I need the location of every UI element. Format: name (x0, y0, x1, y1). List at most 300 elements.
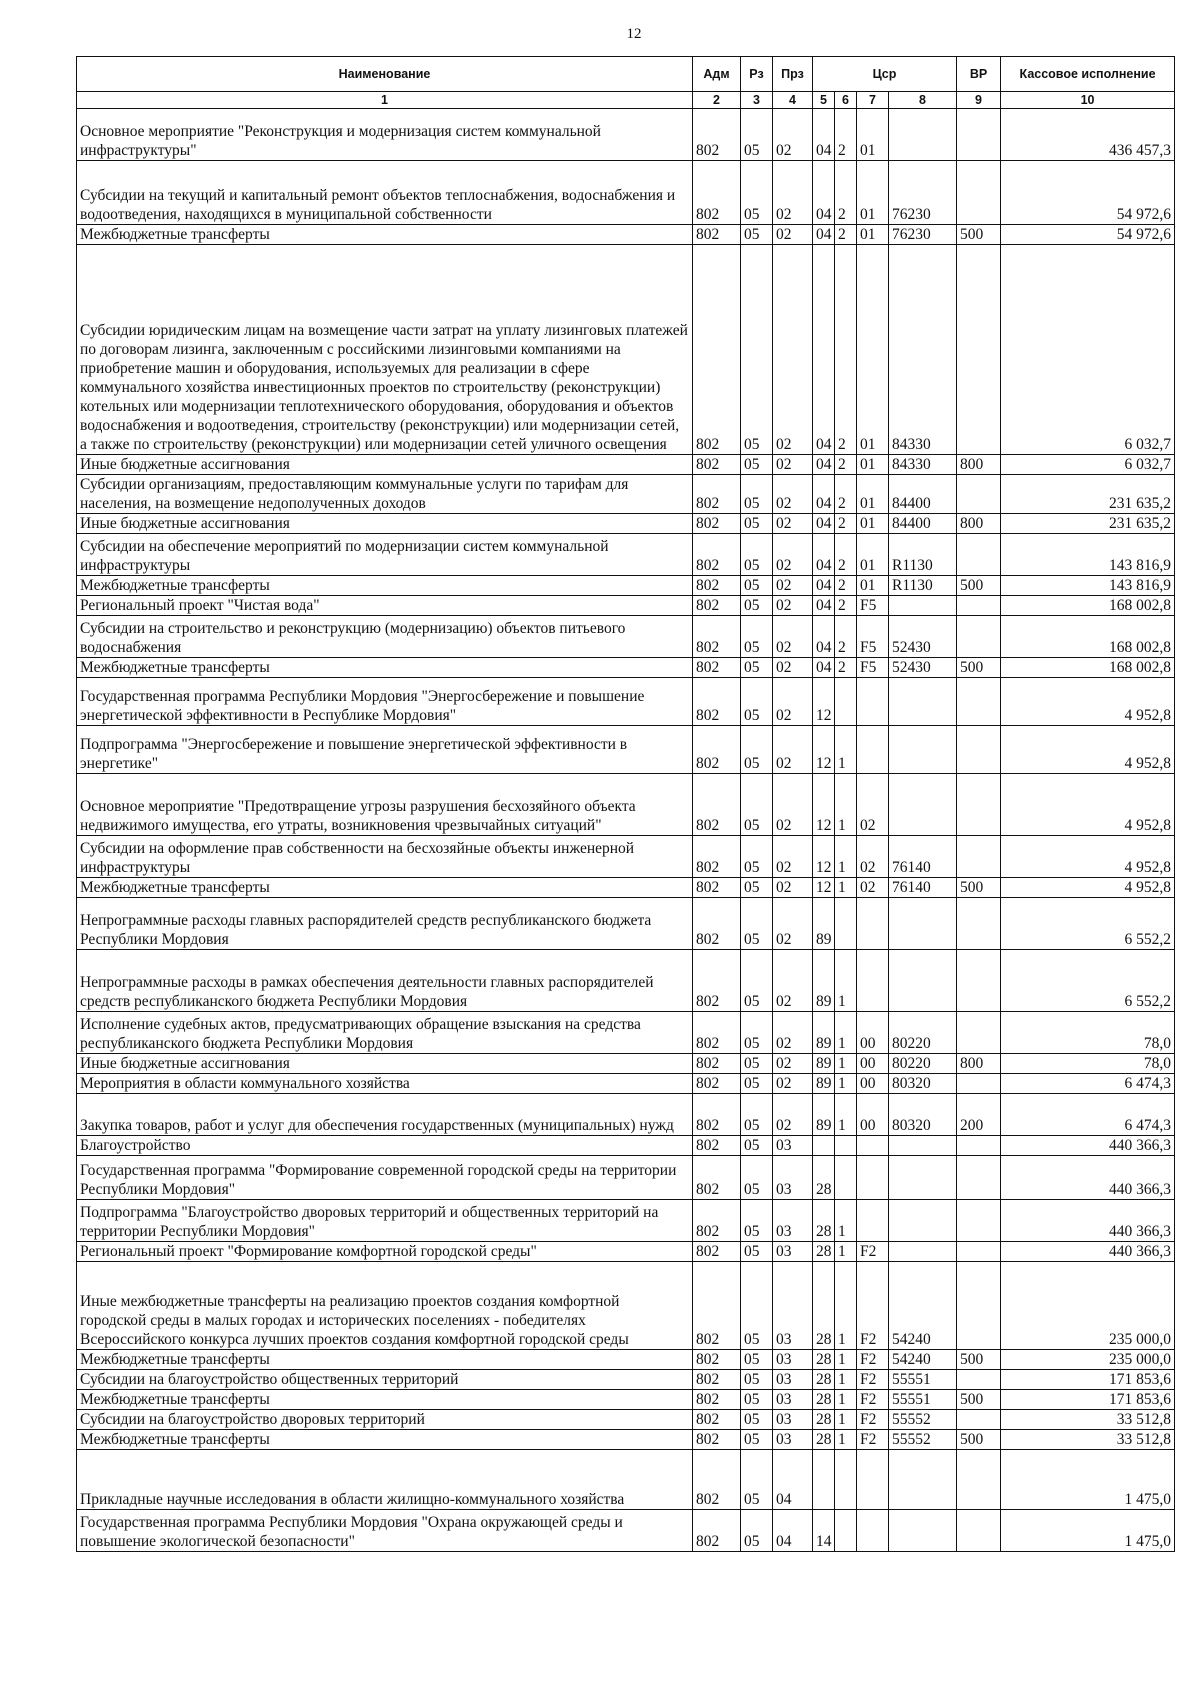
row-vr (957, 1136, 1001, 1156)
row-name: Непрограммные расходы главных распорядителей средств республиканского бюджета Республики Мордовия (77, 898, 693, 950)
row-csr-program: 89 (813, 1054, 835, 1074)
row-csr-subprogram: 1 (835, 1200, 857, 1242)
col-header-rz: Рз (741, 57, 773, 92)
row-csr-subprogram (835, 1136, 857, 1156)
row-csr-program: 28 (813, 1370, 835, 1390)
table-row (77, 514, 1175, 534)
row-prz: 03 (773, 1156, 813, 1200)
row-prz: 02 (773, 950, 813, 1012)
col-header-vr: ВР (957, 57, 1001, 92)
row-vr (957, 726, 1001, 774)
row-csr-program: 89 (813, 1074, 835, 1094)
row-csr-event: F2 (857, 1350, 889, 1370)
row-amount: 171 853,6 (1001, 1390, 1175, 1410)
row-rz: 05 (741, 1054, 773, 1074)
row-amount: 4 952,8 (1001, 726, 1175, 774)
row-csr-subprogram: 2 (835, 534, 857, 576)
row-rz: 05 (741, 225, 773, 245)
row-csr-event (857, 1450, 889, 1510)
row-csr-subprogram: 1 (835, 1370, 857, 1390)
row-name: Субсидии на текущий и капитальный ремонт объектов теплоснабжения, водоснабжения и водоотведения, находящихся в муниципальной собственности (77, 161, 693, 225)
row-rz: 05 (741, 1410, 773, 1430)
row-vr: 500 (957, 1350, 1001, 1370)
row-vr (957, 161, 1001, 225)
row-csr-direction (889, 1242, 957, 1262)
row-adm: 802 (693, 1242, 741, 1262)
row-csr-program: 12 (813, 726, 835, 774)
table-body (77, 109, 1175, 1552)
row-csr-event (857, 1136, 889, 1156)
row-csr-program: 28 (813, 1156, 835, 1200)
row-prz: 02 (773, 161, 813, 225)
row-csr-program: 04 (813, 161, 835, 225)
row-name: Субсидии юридическим лицам на возмещение части затрат на уплату лизинговых платежей по договорам лизинга, заключенным с российскими лизинговыми компаниями на приобретение машин и оборудования, используемых для реализации в сфере коммунального хозяйства инвестиционных проектов по строительству (реконструкции) котельных или модернизации теплотехнического оборудования, оборудования и объектов водоснабжения и водоотведения, строительству (реконструкции) или модернизации сетей, а также по строительству (реконструкции) или модернизации сетей уличного освещения (77, 245, 693, 455)
row-csr-event: F5 (857, 658, 889, 678)
row-amount: 440 366,3 (1001, 1242, 1175, 1262)
row-csr-direction (889, 898, 957, 950)
row-csr-subprogram (835, 898, 857, 950)
row-csr-direction: 84400 (889, 475, 957, 514)
row-csr-program: 14 (813, 1510, 835, 1552)
row-adm: 802 (693, 1156, 741, 1200)
table-row (77, 1450, 1175, 1510)
table-row (77, 1136, 1175, 1156)
row-name: Межбюджетные трансферты (77, 1430, 693, 1450)
row-rz: 05 (741, 245, 773, 455)
row-csr-event (857, 1200, 889, 1242)
row-csr-subprogram: 1 (835, 878, 857, 898)
row-prz: 02 (773, 225, 813, 245)
row-csr-program: 04 (813, 514, 835, 534)
row-rz: 05 (741, 475, 773, 514)
row-amount: 6 552,2 (1001, 950, 1175, 1012)
row-csr-program: 04 (813, 576, 835, 596)
row-name: Межбюджетные трансферты (77, 658, 693, 678)
row-rz: 05 (741, 1510, 773, 1552)
table-row (77, 616, 1175, 658)
row-csr-program: 04 (813, 475, 835, 514)
row-adm: 802 (693, 1370, 741, 1390)
row-csr-subprogram: 2 (835, 514, 857, 534)
row-adm: 802 (693, 878, 741, 898)
row-csr-direction (889, 1200, 957, 1242)
row-prz: 02 (773, 534, 813, 576)
row-name: Субсидии на оформление прав собственности на бесхозяйные объекты инженерной инфраструктуры (77, 836, 693, 878)
row-prz: 02 (773, 514, 813, 534)
row-csr-direction (889, 1156, 957, 1200)
row-amount: 440 366,3 (1001, 1136, 1175, 1156)
row-csr-subprogram: 2 (835, 455, 857, 475)
row-adm: 802 (693, 1074, 741, 1094)
row-csr-event: F2 (857, 1390, 889, 1410)
row-csr-program: 04 (813, 616, 835, 658)
row-amount: 33 512,8 (1001, 1430, 1175, 1450)
row-amount: 235 000,0 (1001, 1350, 1175, 1370)
row-vr: 500 (957, 576, 1001, 596)
row-csr-event: F2 (857, 1370, 889, 1390)
col-number: 4 (773, 92, 813, 109)
row-prz: 02 (773, 596, 813, 616)
row-amount: 6 474,3 (1001, 1074, 1175, 1094)
row-prz: 03 (773, 1262, 813, 1350)
row-csr-program: 28 (813, 1200, 835, 1242)
row-prz: 02 (773, 109, 813, 161)
row-csr-event: 01 (857, 245, 889, 455)
row-prz: 02 (773, 455, 813, 475)
row-csr-program: 04 (813, 225, 835, 245)
row-vr (957, 596, 1001, 616)
row-prz: 03 (773, 1242, 813, 1262)
row-name: Субсидии на благоустройство общественных территорий (77, 1370, 693, 1390)
row-adm: 802 (693, 1510, 741, 1552)
row-csr-event: 01 (857, 109, 889, 161)
row-name: Региональный проект "Чистая вода" (77, 596, 693, 616)
row-rz: 05 (741, 726, 773, 774)
row-name: Исполнение судебных актов, предусматривающих обращение взыскания на средства республиканского бюджета Республики Мордовия (77, 1012, 693, 1054)
col-number: 8 (889, 92, 957, 109)
row-vr (957, 475, 1001, 514)
row-rz: 05 (741, 1094, 773, 1136)
row-csr-direction (889, 726, 957, 774)
table-row (77, 596, 1175, 616)
row-csr-event (857, 678, 889, 726)
row-amount: 6 032,7 (1001, 245, 1175, 455)
row-vr (957, 774, 1001, 836)
row-csr-direction: 76230 (889, 225, 957, 245)
row-csr-direction: 76140 (889, 878, 957, 898)
row-rz: 05 (741, 950, 773, 1012)
row-vr (957, 1012, 1001, 1054)
row-csr-event: F2 (857, 1410, 889, 1430)
table-row (77, 678, 1175, 726)
row-csr-subprogram: 1 (835, 1350, 857, 1370)
col-header-amount: Кассовое исполнение (1001, 57, 1175, 92)
table-row (77, 475, 1175, 514)
row-prz: 03 (773, 1410, 813, 1430)
row-vr (957, 1370, 1001, 1390)
row-rz: 05 (741, 161, 773, 225)
row-csr-subprogram: 1 (835, 1390, 857, 1410)
row-adm: 802 (693, 678, 741, 726)
row-csr-event: F5 (857, 616, 889, 658)
row-amount: 231 635,2 (1001, 475, 1175, 514)
row-csr-subprogram: 2 (835, 245, 857, 455)
row-vr (957, 616, 1001, 658)
row-csr-event (857, 1510, 889, 1552)
row-vr (957, 534, 1001, 576)
row-csr-direction: 52430 (889, 616, 957, 658)
table-row (77, 1012, 1175, 1054)
row-prz: 03 (773, 1350, 813, 1370)
row-csr-direction: 84330 (889, 455, 957, 475)
col-header-prz: Прз (773, 57, 813, 92)
row-prz: 02 (773, 576, 813, 596)
row-amount: 6 032,7 (1001, 455, 1175, 475)
row-rz: 05 (741, 774, 773, 836)
row-csr-program: 28 (813, 1390, 835, 1410)
row-csr-event (857, 950, 889, 1012)
row-adm: 802 (693, 616, 741, 658)
row-csr-direction: 76140 (889, 836, 957, 878)
row-name: Непрограммные расходы в рамках обеспечения деятельности главных распорядителей средств республиканского бюджета Республики Мордовия (77, 950, 693, 1012)
row-vr: 800 (957, 1054, 1001, 1074)
row-csr-direction: 55551 (889, 1390, 957, 1410)
row-adm: 802 (693, 475, 741, 514)
row-csr-subprogram: 2 (835, 658, 857, 678)
row-csr-direction: 55552 (889, 1410, 957, 1430)
row-name: Основное мероприятие "Предотвращение угрозы разрушения бесхозяйного объекта недвижимого имущества, его утраты, возникновения чрезвычайных ситуаций" (77, 774, 693, 836)
table-row (77, 225, 1175, 245)
row-csr-subprogram: 1 (835, 774, 857, 836)
row-csr-program: 12 (813, 836, 835, 878)
row-amount: 436 457,3 (1001, 109, 1175, 161)
row-vr (957, 1410, 1001, 1430)
row-amount: 78,0 (1001, 1012, 1175, 1054)
row-rz: 05 (741, 878, 773, 898)
row-prz: 02 (773, 475, 813, 514)
row-csr-subprogram: 1 (835, 1242, 857, 1262)
row-csr-program (813, 1136, 835, 1156)
row-prz: 04 (773, 1510, 813, 1552)
col-number: 2 (693, 92, 741, 109)
col-number: 6 (835, 92, 857, 109)
row-vr: 500 (957, 878, 1001, 898)
row-rz: 05 (741, 596, 773, 616)
table-row (77, 576, 1175, 596)
row-csr-program: 12 (813, 774, 835, 836)
col-header-adm: Адм (693, 57, 741, 92)
row-prz: 03 (773, 1136, 813, 1156)
row-csr-event: 02 (857, 836, 889, 878)
row-adm: 802 (693, 1350, 741, 1370)
row-csr-direction: 80320 (889, 1094, 957, 1136)
row-rz: 05 (741, 1450, 773, 1510)
row-prz: 02 (773, 878, 813, 898)
row-vr (957, 245, 1001, 455)
row-csr-event: 01 (857, 161, 889, 225)
row-adm: 802 (693, 1410, 741, 1430)
row-vr (957, 678, 1001, 726)
row-prz: 04 (773, 1450, 813, 1510)
row-amount: 54 972,6 (1001, 161, 1175, 225)
row-amount: 1 475,0 (1001, 1450, 1175, 1510)
row-vr: 500 (957, 658, 1001, 678)
row-adm: 802 (693, 245, 741, 455)
col-header-name: Наименование (77, 57, 693, 92)
row-adm: 802 (693, 596, 741, 616)
row-csr-direction: 55551 (889, 1370, 957, 1390)
row-csr-event (857, 1156, 889, 1200)
row-csr-event: 01 (857, 475, 889, 514)
row-adm: 802 (693, 514, 741, 534)
row-vr: 500 (957, 1430, 1001, 1450)
row-csr-subprogram: 2 (835, 109, 857, 161)
row-name: Межбюджетные трансферты (77, 576, 693, 596)
table-row (77, 1262, 1175, 1350)
row-rz: 05 (741, 1200, 773, 1242)
row-csr-subprogram: 1 (835, 1430, 857, 1450)
table-row (77, 455, 1175, 475)
row-name: Основное мероприятие "Реконструкция и модернизация систем коммунальной инфраструктуры" (77, 109, 693, 161)
row-amount: 168 002,8 (1001, 596, 1175, 616)
row-csr-event: 00 (857, 1094, 889, 1136)
row-csr-direction (889, 1510, 957, 1552)
row-adm: 802 (693, 576, 741, 596)
row-csr-direction (889, 950, 957, 1012)
row-csr-direction: 76230 (889, 161, 957, 225)
row-amount: 4 952,8 (1001, 836, 1175, 878)
row-name: Субсидии на строительство и реконструкцию (модернизацию) объектов питьевого водоснабжения (77, 616, 693, 658)
row-name: Подпрограмма "Энергосбережение и повышение энергетической эффективности в энергетике" (77, 726, 693, 774)
row-vr (957, 1242, 1001, 1262)
col-number: 9 (957, 92, 1001, 109)
page-number: 12 (626, 26, 642, 42)
row-amount: 33 512,8 (1001, 1410, 1175, 1430)
row-adm: 802 (693, 1054, 741, 1074)
row-csr-subprogram: 1 (835, 1012, 857, 1054)
row-amount: 6 474,3 (1001, 1094, 1175, 1136)
row-rz: 05 (741, 1390, 773, 1410)
row-csr-program: 04 (813, 534, 835, 576)
row-amount: 4 952,8 (1001, 774, 1175, 836)
row-csr-event: 00 (857, 1054, 889, 1074)
row-prz: 02 (773, 245, 813, 455)
row-vr: 800 (957, 455, 1001, 475)
row-csr-direction: R1130 (889, 576, 957, 596)
row-rz: 05 (741, 576, 773, 596)
row-amount: 440 366,3 (1001, 1156, 1175, 1200)
row-csr-subprogram: 1 (835, 726, 857, 774)
row-rz: 05 (741, 1242, 773, 1262)
row-csr-program: 89 (813, 1012, 835, 1054)
row-rz: 05 (741, 836, 773, 878)
row-prz: 02 (773, 836, 813, 878)
row-name: Субсидии организациям, предоставляющим коммунальные услуги по тарифам для населения, на возмещение недополученных доходов (77, 475, 693, 514)
row-prz: 02 (773, 678, 813, 726)
row-vr (957, 1074, 1001, 1094)
row-csr-subprogram (835, 678, 857, 726)
row-vr (957, 1262, 1001, 1350)
row-csr-direction: 55552 (889, 1430, 957, 1450)
row-adm: 802 (693, 1200, 741, 1242)
row-csr-program: 89 (813, 1094, 835, 1136)
row-adm: 802 (693, 109, 741, 161)
row-name: Межбюджетные трансферты (77, 878, 693, 898)
budget-table (76, 56, 1175, 1552)
row-amount: 143 816,9 (1001, 534, 1175, 576)
table-row (77, 774, 1175, 836)
col-number: 10 (1001, 92, 1175, 109)
row-csr-subprogram: 1 (835, 1094, 857, 1136)
row-csr-program: 04 (813, 245, 835, 455)
table-row (77, 109, 1175, 161)
row-prz: 02 (773, 898, 813, 950)
row-name: Иные бюджетные ассигнования (77, 514, 693, 534)
row-csr-event: 00 (857, 1012, 889, 1054)
row-csr-subprogram (835, 1510, 857, 1552)
row-rz: 05 (741, 898, 773, 950)
row-csr-subprogram: 2 (835, 576, 857, 596)
row-csr-subprogram: 2 (835, 596, 857, 616)
row-adm: 802 (693, 658, 741, 678)
table-row (77, 658, 1175, 678)
row-rz: 05 (741, 109, 773, 161)
col-number: 5 (813, 92, 835, 109)
row-csr-event: F2 (857, 1262, 889, 1350)
row-rz: 05 (741, 1074, 773, 1094)
row-name: Государственная программа "Формирование современной городской среды на территории Республики Мордовия" (77, 1156, 693, 1200)
row-amount: 171 853,6 (1001, 1370, 1175, 1390)
row-csr-subprogram (835, 1156, 857, 1200)
row-csr-direction: 52430 (889, 658, 957, 678)
table-row (77, 1094, 1175, 1136)
table-row (77, 1410, 1175, 1430)
row-csr-subprogram: 2 (835, 475, 857, 514)
row-name: Межбюджетные трансферты (77, 1350, 693, 1370)
row-rz: 05 (741, 678, 773, 726)
row-vr (957, 1510, 1001, 1552)
row-csr-program: 04 (813, 596, 835, 616)
row-name: Иные межбюджетные трансферты на реализацию проектов создания комфортной городской среды в малых городах и исторических поселениях - победителях Всероссийского конкурса лучших проектов создания комфортной городской среды (77, 1262, 693, 1350)
row-amount: 235 000,0 (1001, 1262, 1175, 1350)
row-csr-subprogram: 1 (835, 1410, 857, 1430)
table-row (77, 1510, 1175, 1552)
row-amount: 1 475,0 (1001, 1510, 1175, 1552)
row-adm: 802 (693, 898, 741, 950)
row-csr-program: 28 (813, 1262, 835, 1350)
table-row (77, 878, 1175, 898)
row-adm: 802 (693, 225, 741, 245)
row-name: Субсидии на благоустройство дворовых территорий (77, 1410, 693, 1430)
row-name: Межбюджетные трансферты (77, 1390, 693, 1410)
row-rz: 05 (741, 1430, 773, 1450)
row-vr (957, 898, 1001, 950)
row-adm: 802 (693, 1430, 741, 1450)
table-row (77, 1350, 1175, 1370)
row-name: Мероприятия в области коммунального хозяйства (77, 1074, 693, 1094)
row-csr-program: 04 (813, 109, 835, 161)
row-csr-direction: R1130 (889, 534, 957, 576)
row-csr-direction: 84400 (889, 514, 957, 534)
row-csr-event: F5 (857, 596, 889, 616)
row-name: Региональный проект "Формирование комфортной городской среды" (77, 1242, 693, 1262)
row-csr-direction (889, 1136, 957, 1156)
row-adm: 802 (693, 1390, 741, 1410)
row-vr (957, 1156, 1001, 1200)
row-csr-event: 01 (857, 576, 889, 596)
row-csr-subprogram: 1 (835, 1054, 857, 1074)
row-csr-direction (889, 678, 957, 726)
row-csr-program: 28 (813, 1350, 835, 1370)
row-rz: 05 (741, 1136, 773, 1156)
row-csr-direction (889, 109, 957, 161)
row-prz: 03 (773, 1390, 813, 1410)
row-rz: 05 (741, 1350, 773, 1370)
row-name: Благоустройство (77, 1136, 693, 1156)
row-name: Субсидии на обеспечение мероприятий по модернизации систем коммунальной инфраструктуры (77, 534, 693, 576)
row-vr (957, 836, 1001, 878)
row-prz: 03 (773, 1430, 813, 1450)
row-prz: 02 (773, 726, 813, 774)
row-adm: 802 (693, 1012, 741, 1054)
row-prz: 02 (773, 1074, 813, 1094)
row-csr-direction: 54240 (889, 1350, 957, 1370)
row-vr (957, 1450, 1001, 1510)
row-csr-direction: 84330 (889, 245, 957, 455)
row-csr-program: 28 (813, 1410, 835, 1430)
row-prz: 02 (773, 774, 813, 836)
row-csr-subprogram (835, 1450, 857, 1510)
